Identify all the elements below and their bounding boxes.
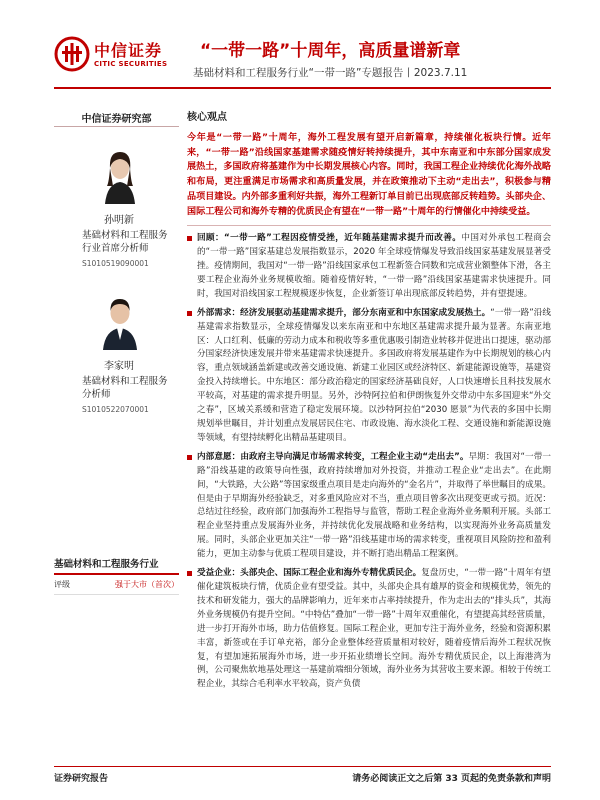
paragraph-lead: 受益企业：头部央企、国际工程企业和海外专精优质民企。	[197, 568, 422, 579]
analyst-name: 孙明新	[104, 215, 134, 226]
paragraph-body: 中国对外承包工程商会的“一带一路”国家基建总发展指数显示，2020 年全球疫情爆发导致沿线国家基建发展显著受挫。疫情期间，我国对“一带一路”沿线国家承包工程新签合同数和完成营业额整体下滑，各主要工程企业海外业务规模收缩。随着疫情好转，“一带一路”沿线国家基建需求快速提升。同时，我国对沿线国家工程规模逐步恢复，企业新签订单出现底部反转趋势，并有望提速。	[197, 233, 551, 299]
rating-label: 评级	[54, 580, 70, 589]
main-content	[187, 108, 551, 697]
footer-disclaimer: 请务必阅读正文之后第 33 页起的免责条款和声明	[352, 774, 551, 784]
industry-rating-title: 基础材料和工程服务行业	[54, 556, 179, 575]
paragraph-internal-will	[187, 451, 551, 562]
report-title: “一带一路”十周年，高质量谱新章	[200, 41, 461, 61]
industry-rating-row	[54, 575, 179, 595]
research-dept-label: 中信证券研究部	[81, 114, 152, 125]
analyst-photo-2	[95, 288, 145, 350]
industry-rating-box	[54, 556, 179, 595]
paragraph-body: 早期：我国对“一带一路”沿线基建的政策导向性强，政府持续增加对外投资，并推动工程企业“走出去”。在此期间，“大铁路，大公路”等国家级重点项目是走向海外的“金名片”，并取得了举世瞩目的成果。但是由于早期海外经验缺乏，对多重风险应对不当，重点项目曾多次出现变更或亏损。近况：总结过往经验，政府部门加强海外工程指导与监管，帮助工程企业海外业务顺利开展。头部工程企业坚持重点发展海外业务，并持续优化发展战略和业务结构，以实现海外业务高质量发展。同时，头部企业更加关注“一带一路”沿线基建市场的需求转变，重视项目风险防控和盈利能力，更加主动参与优质工程项目建设，并不断打造出精品工程案例。	[197, 451, 551, 560]
analyst-card-2	[82, 360, 172, 416]
report-subtitle: 基础材料和工程服务行业“一带一路”专题报告丨2023.7.11	[193, 67, 468, 79]
footer-divider	[54, 766, 551, 767]
rating-value: 强于大市（首次）	[115, 580, 179, 589]
section-title: 核心观点	[187, 112, 227, 123]
analyst-role: 基础材料和工程服务行业首席分析师	[82, 230, 168, 254]
analyst-license: S1010519090001	[82, 259, 149, 268]
paragraph-lead: 回顾：“一带一路”工程因疫情受挫，近年随基建需求提升而改善。	[197, 233, 462, 244]
summary-text: 今年是“一带一路”十周年，海外工程发展有望开启新篇章，持续催化板块行情。近年来，“一带一路”沿线国家基建需求随疫情好转持续提升，其中东南亚和中东部分国家成发展热土，多国政府将基建作为中长期发展核心内容。同时，我国工程企业持续优化海外战略和布局，更注重满足市场需求和高质量发展，并在政策推动下主动“走出去”，积极参与精品项目建设。内外部多重利好共振，海外工程新订单目前已出现底部反转趋势。头部央企、国际工程公司和海外专精的优质民企有望在“一带一路”十周年的行情催化中持续受益。	[187, 131, 551, 226]
analyst-photo-1	[95, 142, 145, 204]
paragraph-beneficiaries	[187, 567, 551, 692]
paragraph-lead: 内部意愿：由政府主导向满足市场需求转变，工程企业主动“走出去”。	[197, 451, 469, 462]
analyst-name: 李家明	[104, 361, 134, 372]
paragraph-review	[187, 232, 551, 302]
brand-name-en: CITIC SECURITIES	[94, 60, 168, 68]
paragraph-external-demand	[187, 307, 551, 446]
header-divider	[54, 87, 551, 89]
brand-name-cn: 中信证券	[94, 41, 163, 60]
analyst-card-1	[82, 214, 172, 270]
citic-logo-icon	[54, 36, 90, 72]
paragraph-lead: 外部需求：经济发展驱动基建需求提升，部分东南亚和中东国家成发展热土。	[197, 307, 491, 318]
footer-report-type: 证券研究报告	[54, 774, 109, 784]
paragraph-body: 复盘历史，“一带一路”十周年有望催化建筑板块行情，优质企业有望受益。其中，头部央企具有雄厚的资金和规模优势，领先的技术和研发能力，强大的品牌影响力，近年来市占率持续提升，作为走出去的“排头兵”，其海外业务规模仍有提升空间。“中特估”叠加“一带一路”十周年双重催化，有望提高其经营质量，进一步打开海外市场，助力估值修复。国际工程企业，更加专注于海外业务，经验和资源积累丰富，新签或在手订单充裕，部分企业整体经营质量相对较好，随着疫情后海外工程状况恢复，有望加速拓展海外市场，进一步开拓业绩增长空间。海外专精优质民企，以上海港湾为例，公司聚焦软地基处理这一基建前端细分领域，海外业务为其营收主要来源。相较于传统工程企业，其综合毛利率水平较高，资产负债	[197, 568, 551, 690]
sidebar-divider	[54, 126, 179, 127]
analyst-license: S1010522070001	[82, 405, 149, 414]
paragraph-body: “一带一路”沿线基建需求指数显示，全球疫情爆发以来东南亚和中东地区基建需求提升最为显著。东南亚地区：人口红利、低廉的劳动力成本和税收等多重优惠吸引制造业转移并促进出口提速，驱动部分国家经济快速发展并带来基建需求快速提升。多国政府将发展基建作为中长期规划的核心内容，重点领域涵盖新建或改善交通设施、新建工业园区或经济特区、新建能源设施等，基建资金投入持续增长。中东地区：部分政治稳定的国家经济基础良好，人口快速增长且科技发展水平较高，对基建的需求提升明显。另外，沙特阿拉伯和伊朗恢复外交带动中东多国迎来“外交之春”，区域关系缓和营造了稳定发展环境。以沙特阿拉伯“2030 愿景”为代表的多国中长期规划举世瞩目，并计划重点发展居民住宅、市政设施、海水淡化工程、交通设施和新能源设施等领域，有望持续孵化出精品基建项目。	[197, 307, 551, 443]
analyst-role: 基础材料和工程服务分析师	[82, 376, 168, 400]
